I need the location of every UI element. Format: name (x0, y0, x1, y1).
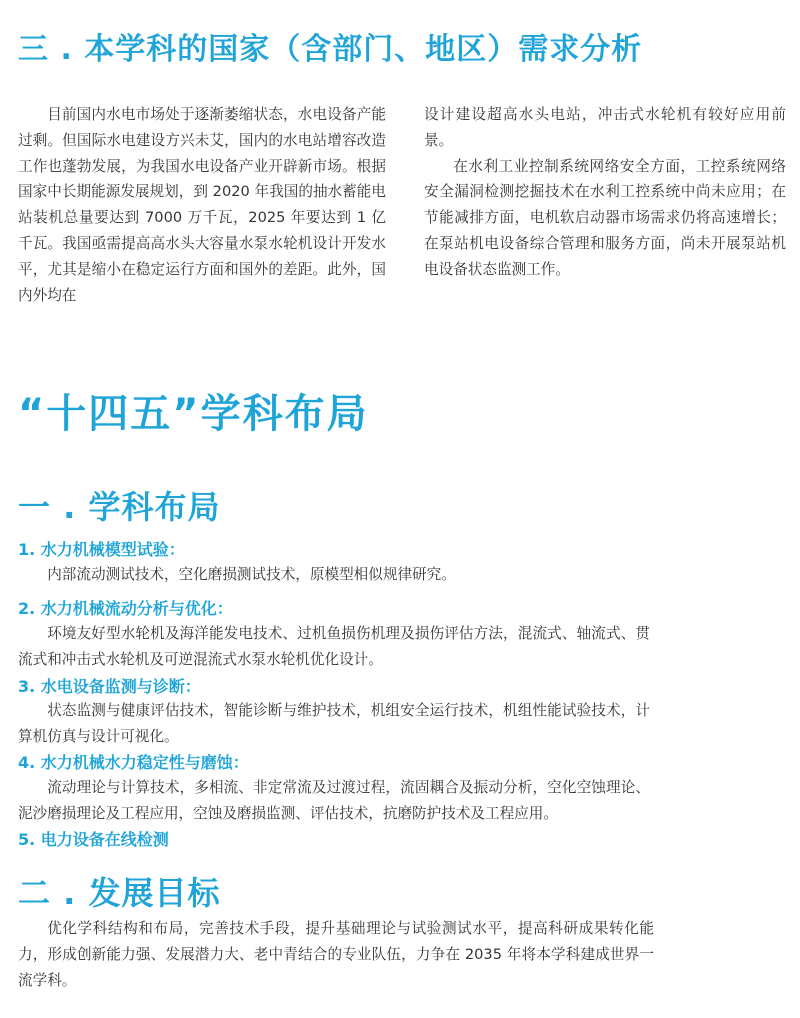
item-3-heading: 3. 水电设备监测与诊断： (18, 677, 201, 696)
section-two-heading: 二 . 发展目标 (18, 874, 221, 912)
item-1-heading: 1. 水力机械模型试验： (18, 540, 185, 559)
section-one-heading: 一 . 学科布局 (18, 488, 221, 526)
demand-paragraph-1: 目前国内水电市场处于逐渐萎缩状态，水电设备产能过剩。但国际水电建设方兴未艾，国内的水电站增容改造工作也蓬勃发展，为我国水电设备产业开辟新市场。根据国家中长期能源发展规划，到 2020 年我国的抽水蓄能电站装机总量要达到 7000 万千瓦，2025 年要达到 1 亿千瓦。我国亟需提高高水头大容量水泵水轮机设计开发水平，尤其是缩小在稳定运行方面和国外的差距。此外，国内外均在 (18, 106, 386, 304)
section-three-heading: 三 . 本学科的国家（含部门、地区）需求分析 (18, 32, 643, 67)
plan-title: “十四五”学科布局 (18, 391, 369, 437)
item-1-body: 内部流动测试技术，空化磨损测试技术，原模型相似规律研究。 (47, 566, 456, 583)
demand-paragraph-2: 在水利工业控制系统网络安全方面，工控系统网络安全漏洞检测挖掘技术在水利工控系统中尚未应用；在节能减排方面，电机软启动器市场需求仍将高速增长；在泵站机电设备综合管理和服务方面，尚未开展泵站机电设备状态监测工作。 (424, 157, 786, 278)
item-2-heading: 2. 水力机械流动分析与优化： (18, 599, 233, 618)
item-2-body: 环境友好型水轮机及海洋能发电技术、过机鱼损伤机理及损伤评估方法，混流式、轴流式、贯流式和冲击式水轮机及可逆混流式水泵水轮机优化设计。 (18, 625, 650, 668)
left-text-column (18, 102, 386, 308)
item-3-body: 状态监测与健康评估技术，智能诊断与维护技术，机组安全运行技术，机组性能试验技术，计算机仿真与设计可视化。 (18, 702, 650, 745)
item-4-heading: 4. 水力机械水力稳定性与磨蚀： (18, 753, 249, 772)
demand-paragraph-1-continued: 设计建设超高水头电站，冲击式水轮机有较好应用前景。 (424, 106, 786, 149)
right-text-column (424, 102, 786, 283)
development-goal-paragraph: 优化学科结构和布局，完善技术手段，提升基础理论与试验测试水平，提高科研成果转化能力，形成创新能力强、发展潜力大、老中青结合的专业队伍，力争在 2035 年将本学科建成世界一流学科。 (18, 920, 654, 989)
item-5-heading: 5. 电力设备在线检测 (18, 830, 169, 849)
item-4-body: 流动理论与计算技术，多相流、非定常流及过渡过程，流固耦合及振动分析，空化空蚀理论、泥沙磨损理论及工程应用，空蚀及磨损监测、评估技术，抗磨防护技术及工程应用。 (18, 779, 650, 822)
